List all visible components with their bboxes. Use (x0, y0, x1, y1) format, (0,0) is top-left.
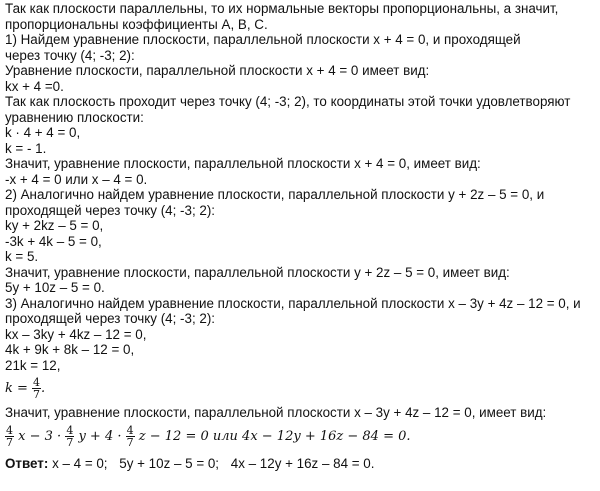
k-fraction (32, 377, 41, 400)
answer-2: 5y + 10z – 5 = 0; (119, 455, 220, 471)
final-plane-formula (5, 421, 596, 453)
equation-line: ky + 2kz – 5 = 0, (5, 218, 104, 233)
equation-line: kx + 4 =0. (5, 78, 64, 94)
step-1-heading: 1) Найдем уравнение плоскости, параллельной плоскости x + 4 = 0, и проходящей (5, 32, 521, 47)
text-line: Значит, уравнение плоскости, параллельной плоскости x + 4 = 0, имеет вид: (5, 156, 481, 171)
text-line: Значит, уравнение плоскости, параллельной плоскости x – 3y + 4z – 12 = 0, имеет вид: (5, 405, 547, 420)
text-line: через точку (4; -3; 2): (5, 47, 135, 63)
text-line: Так как плоскость проходит через точку (4; -3; 2), то координаты этой точки удовлетворяют (5, 94, 571, 109)
formula-term-3: z − 12 = 0 или 4x − 12y + 16z − 84 = 0. (138, 428, 411, 444)
fraction-numerator: 4 (126, 423, 134, 437)
text-line: уравнению плоскости: (5, 109, 144, 125)
equation-line: k · 4 + 4 = 0, (5, 125, 81, 140)
k-formula-lhs: k = (5, 381, 28, 396)
fraction-denominator: 7 (33, 388, 41, 401)
fraction-numerator: 4 (66, 423, 74, 437)
fraction-2 (65, 425, 74, 448)
equation-line: 4k + 9k + 8k – 12 = 0, (5, 342, 135, 357)
text-line: Уравнение плоскости, параллельной плоскости x + 4 = 0 имеет вид: (5, 63, 430, 78)
answer-3: 4x – 12y + 16z – 84 = 0. (230, 455, 375, 471)
text-line: проходящей через точку (4; -3; 2): (5, 311, 216, 326)
equation-line: -x + 4 = 0 или x – 4 = 0. (5, 171, 148, 187)
fraction-numerator: 4 (6, 423, 13, 437)
fraction-3 (126, 425, 135, 448)
k-formula-end: . (41, 381, 46, 396)
answer-label: Ответ: (5, 455, 49, 471)
equation-line: k = - 1. (5, 140, 47, 156)
fraction-1 (5, 425, 14, 448)
k-formula (5, 373, 596, 405)
fraction-numerator: 4 (33, 376, 41, 389)
formula-term-2: y + 4 · (78, 428, 122, 444)
answer-1: x – 4 = 0; (52, 455, 108, 471)
formula-term-1: x − 3 · (18, 428, 62, 444)
equation-line: -3k + 4k – 5 = 0, (5, 233, 102, 249)
text-line: пропорциональны коэффициенты A, B, C. (5, 16, 268, 32)
step-2-heading: 2) Аналогично найдем уравнение плоскости, параллельной плоскости y + 2z – 5 = 0, и (5, 187, 545, 202)
equation-line: 21k = 12, (5, 357, 61, 373)
equation-line: kx – 3ky + 4kz – 12 = 0, (5, 326, 147, 342)
text-line: Так как плоскости параллельны, то их нормальные векторы пропорциональны, а значит, (5, 1, 559, 16)
fraction-denominator: 7 (66, 435, 74, 449)
answer-line (5, 456, 596, 472)
step-3-heading: 3) Аналогично найдем уравнение плоскости, параллельной плоскости x – 3y + 4z – 12 = 0, и (5, 295, 581, 311)
text-line: проходящей через точку (4; -3; 2): (5, 202, 216, 218)
text-line: Значит, уравнение плоскости, параллельной плоскости y + 2z – 5 = 0, имеет вид: (5, 264, 510, 280)
fraction-denominator: 7 (126, 435, 134, 449)
fraction-denominator: 7 (6, 435, 13, 449)
equation-line: k = 5. (5, 249, 39, 264)
equation-line: 5y + 10z – 5 = 0. (5, 280, 105, 295)
